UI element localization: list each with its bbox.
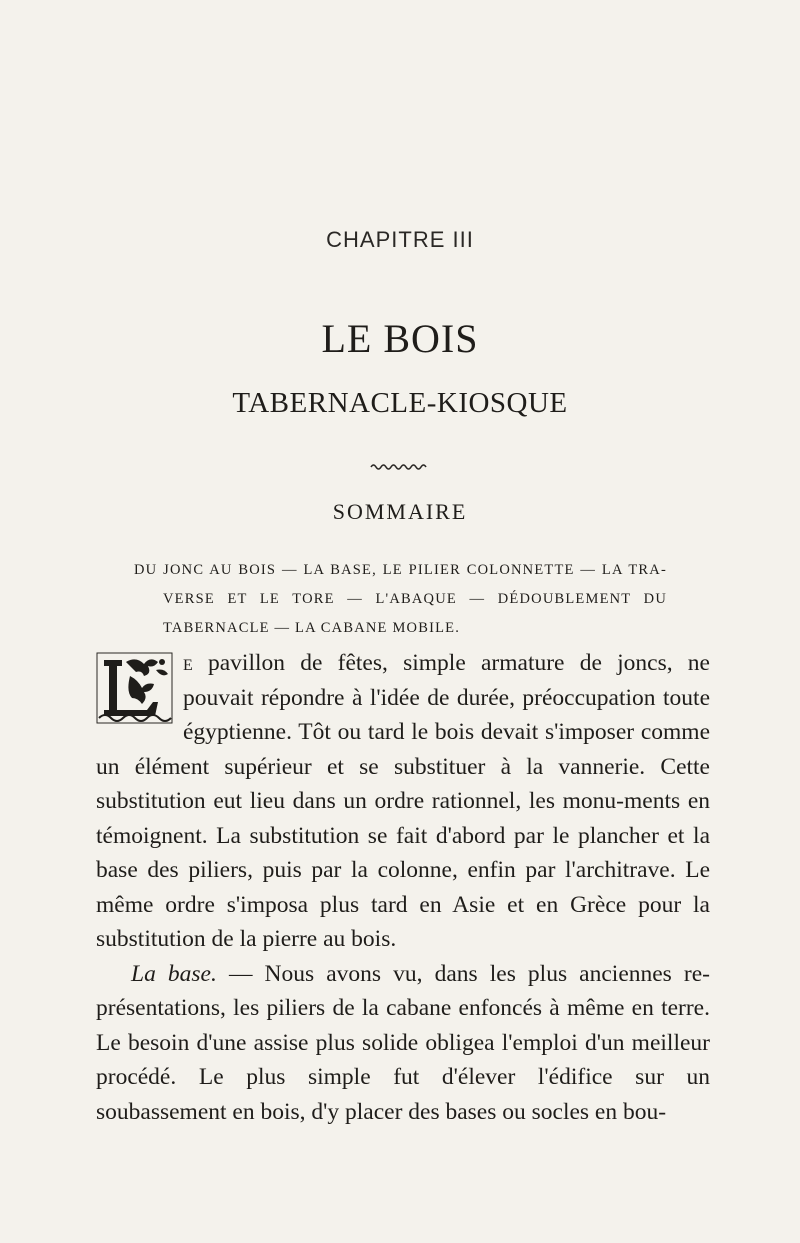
wavy-rule-ornament-icon (370, 462, 428, 472)
ornamental-drop-cap-L-icon (96, 652, 173, 724)
paragraph-2 (96, 957, 710, 1130)
chapter-label: CHAPITRE III (326, 227, 474, 252)
dropcap-continuation: e (183, 650, 193, 676)
summary-line: DU JONC AU BOIS — LA BASE, LE PILIER COLONNETTE — LA TRA- (134, 562, 667, 578)
summary-line: VERSE ET LE TORE — L'ABAQUE — DÉDOUBLEMENT DU (163, 591, 667, 607)
paragraph-1-text: pavillon de fêtes, simple armature de joncs, ne pouvait répondre à l'idée de durée, préoccupation toute égyptienne. Tôt ou tard le bois devait s'imposer comme un élément supérieur et se substituer à la vannerie. Cette substitution eut lieu dans un ordre rationnel, les monu-ments en témoignent. La substitution se fait d'abord par le plancher et la base des piliers, puis par la colonne, enfin par l'architrave. Le même ordre s'imposa plus tard en Asie et en Grèce pour la substitution de la pierre au bois. (96, 650, 710, 952)
summary-line: TABERNACLE — LA CABANE MOBILE. (163, 620, 461, 636)
paragraph-2-heading: La base. (131, 960, 217, 987)
sommaire-heading: SOMMAIRE (332, 499, 468, 524)
paragraph-1 (96, 646, 710, 957)
paragraph-2-text: — Nous avons vu, dans les plus anciennes re-présentations, les piliers de la cabane enfoncés à même en terre. Le besoin d'une assise plus solide obligea l'emploi d'un meilleur procédé. Le plus simple fut d'élever l'édifice sur un soubassement en bois, d'y placer des bases ou socles en bou- (96, 960, 710, 1125)
chapter-subtitle: TABERNACLE-KIOSQUE (232, 387, 568, 419)
body-text (96, 646, 710, 1129)
chapter-title: LE BOIS (321, 316, 479, 361)
chapter-summary (134, 556, 667, 643)
